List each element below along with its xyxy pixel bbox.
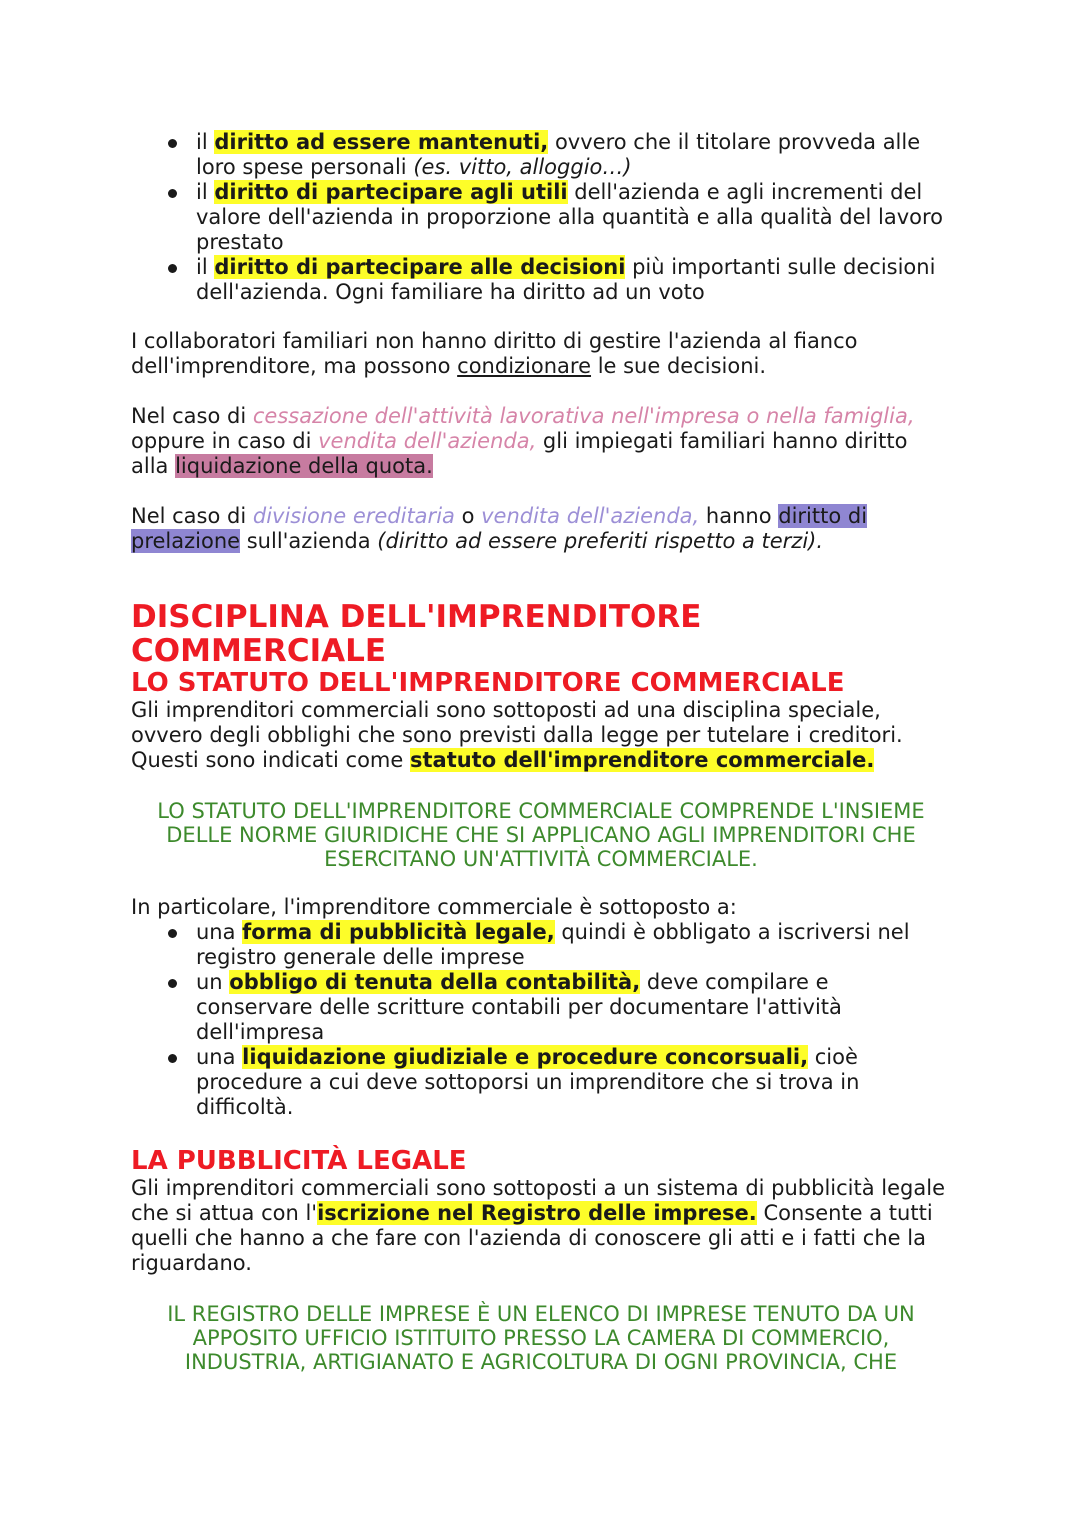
statuto-definition: LO STATUTO DELL'IMPRENDITORE COMMERCIALE COMPRENDE L'INSIEME DELLE NORME GIURIDICHE CHE SI APPLICANO AGLI IMPRENDITORI CHE ESERCITANO UN'ATTIVITÀ COMMERCIALE. [157, 799, 925, 871]
subheading-pubblicita: LA PUBBLICITÀ LEGALE [131, 1146, 467, 1176]
list-item: una forma di pubblicità legale, quindi è obbligato a iscriversi nel registro generale delle imprese [131, 920, 951, 970]
pubblicita-paragraph: Gli imprenditori commerciali sono sottoposti a un sistema di pubblicità legale che si attua con l'iscrizione nel Registro delle imprese. Consente a tutti quelli che hanno a che fare con l'azienda di conoscere gli atti e i fatti che la riguardano. [131, 1176, 945, 1275]
list-item: un obbligo di tenuta della contabilità, deve compilare e conservare delle scritture contabili per documentare l'attività dell'impresa [131, 970, 951, 1045]
list-item: il diritto di partecipare agli utili dell'azienda e agli incrementi del valore dell'azienda in proporzione alla quantità e alla qualità del lavoro prestato [131, 180, 951, 255]
statuto-intro-paragraph: Gli imprenditori commerciali sono sottoposti ad una disciplina speciale, ovvero degli obblighi che sono previsti dalla legge per tutelare i creditori. Questi sono indicati come statuto dell'imprenditore commerciale. [131, 698, 903, 772]
list-item: il diritto ad essere mantenuti, ovvero che il titolare provveda alle loro spese personali (es. vitto, alloggio…) [131, 130, 951, 180]
list-item: il diritto di partecipare alle decisioni più importanti sulle decisioni dell'azienda. Ogni familiare ha diritto ad un voto [131, 255, 951, 305]
registro-definition: IL REGISTRO DELLE IMPRESE È UN ELENCO DI IMPRESE TENUTO DA UN APPOSITO UFFICIO ISTITUITO PRESSO LA CAMERA DI COMMERCIO, INDUSTRIA, ARTIGIANATO E AGRICOLTURA DI OGNI PROVINCIA, CHE [167, 1302, 915, 1374]
obligations-list [131, 920, 951, 1120]
subheading-statuto: LO STATUTO DELL'IMPRENDITORE COMMERCIALE [131, 668, 845, 698]
section-heading-disciplina: DISCIPLINA DELL'IMPRENDITORE COMMERCIALE [131, 599, 702, 669]
prelation-paragraph: Nel caso di divisione ereditaria o vendita dell'azienda, hanno diritto di prelazione sull'azienda (diritto ad essere preferiti rispetto a terzi). [131, 504, 868, 553]
document-body [131, 130, 951, 1374]
collaborators-paragraph: I collaboratori familiari non hanno diritto di gestire l'azienda al fianco dell'imprenditore, ma possono condizionare le sue decisioni. [131, 329, 858, 378]
family-rights-list [131, 130, 951, 305]
list-item: una liquidazione giudiziale e procedure concorsuali, cioè procedure a cui deve sottoporsi un imprenditore che si trova in difficoltà. [131, 1045, 951, 1120]
cessation-paragraph: Nel caso di cessazione dell'attività lavorativa nell'impresa o nella famiglia, oppure in caso di vendita dell'azienda, gli impiegati familiari hanno diritto alla liquidazione della quota. [131, 404, 915, 478]
obligations-intro: In particolare, l'imprenditore commerciale è sottoposto a: [131, 895, 737, 919]
